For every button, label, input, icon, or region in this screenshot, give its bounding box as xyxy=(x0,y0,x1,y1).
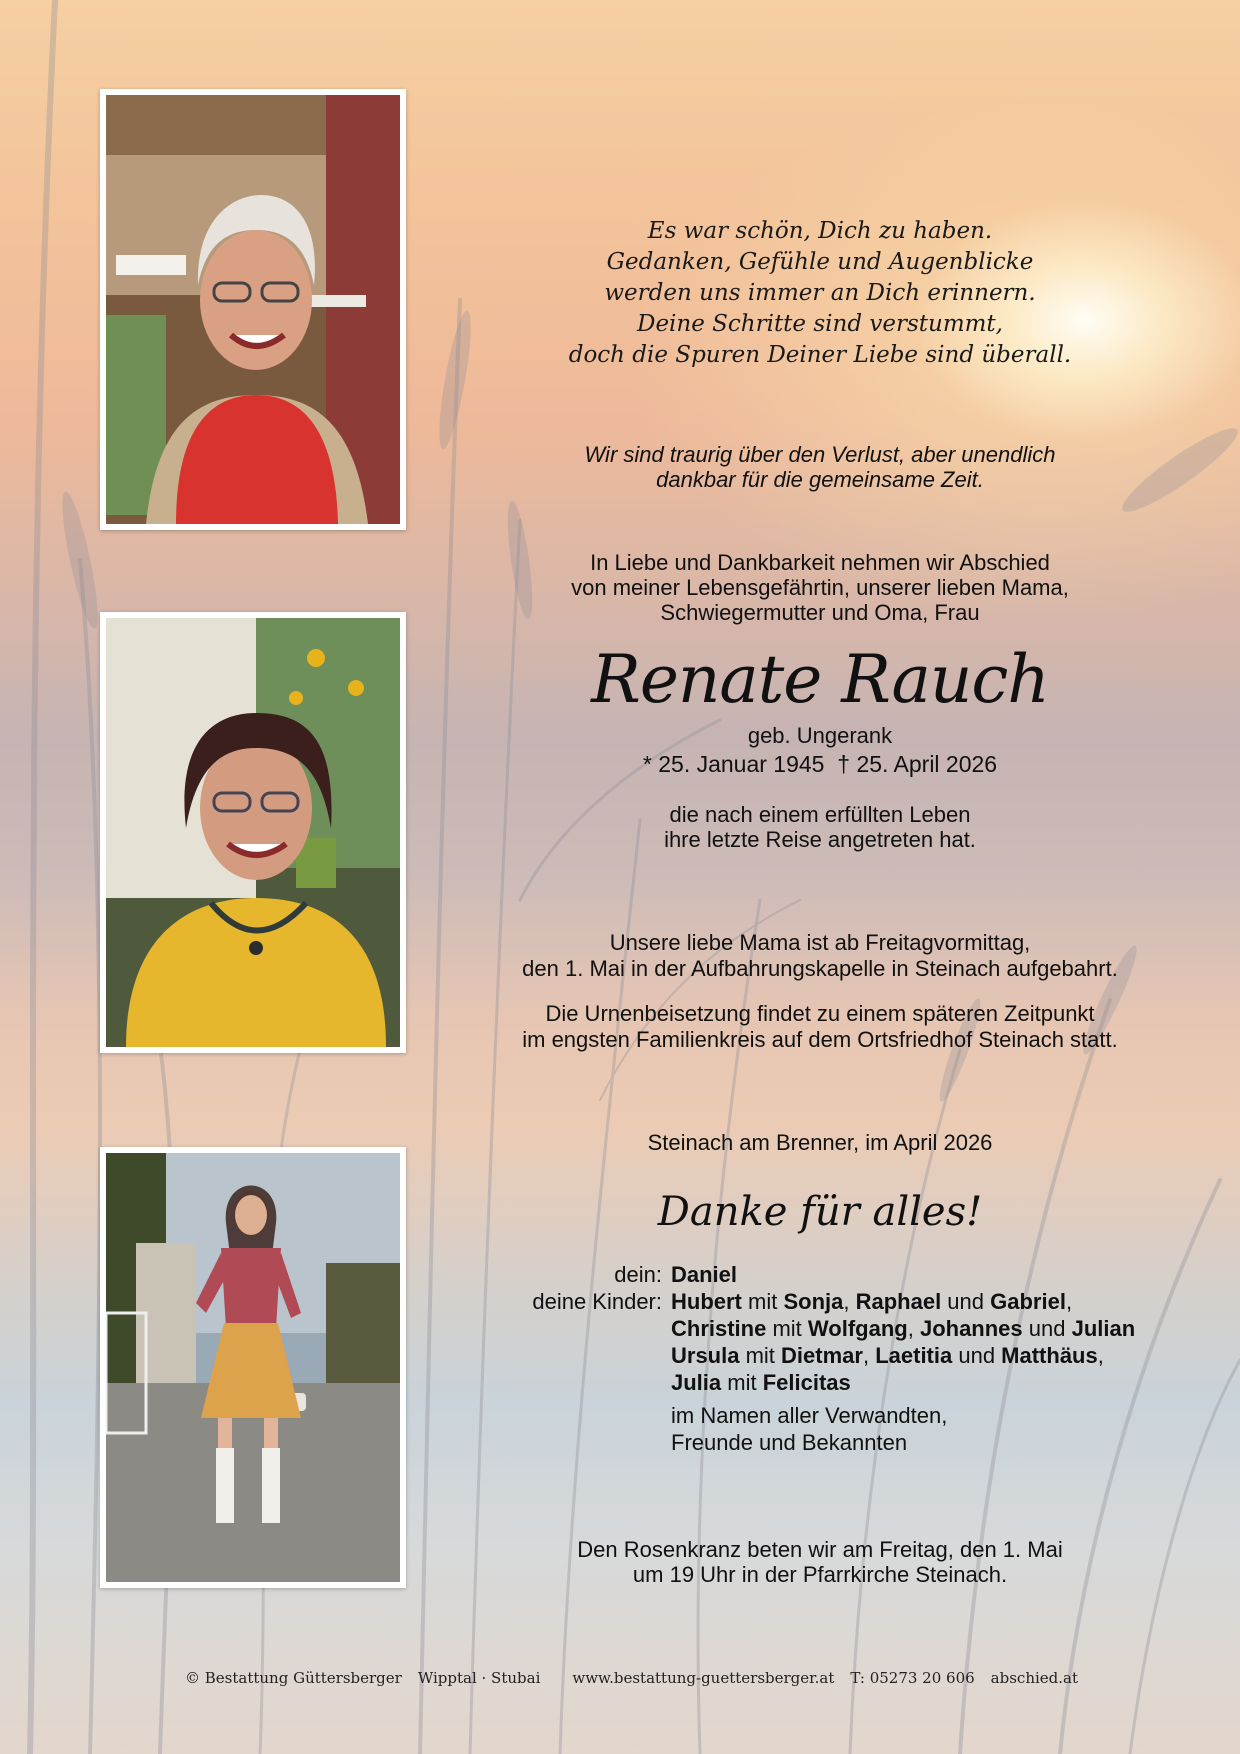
poem-line-5: doch die Spuren Deiner Liebe sind überall. xyxy=(568,342,1072,368)
intro-line-1: In Liebe und Dankbarkeit nehmen wir Abschied xyxy=(590,550,1050,575)
children-names xyxy=(671,1288,1191,1456)
thanks-heading: Danke für alles! xyxy=(657,1189,983,1235)
footer-portal[interactable]: abschied.at xyxy=(990,1669,1078,1687)
poem-line-2: Gedanken, Gefühle und Augenblicke xyxy=(606,249,1034,275)
portrait-photo-2 xyxy=(100,612,406,1053)
child-line-4: Julia mit Felicitas xyxy=(671,1370,851,1395)
poem xyxy=(470,216,1170,371)
life-dates: * 25. Januar 1945 † 25. April 2026 xyxy=(642,751,998,777)
partner-name: Daniel xyxy=(671,1262,738,1287)
journey-text xyxy=(470,802,1170,852)
poem-line-3: werden uns immer an Dich erinnern. xyxy=(604,280,1036,306)
footer xyxy=(185,1665,1078,1691)
intro-line-2: von meiner Lebensgefährtin, unserer lieben Mama, xyxy=(571,575,1069,600)
footer-copyright: © Bestattung Güttersberger xyxy=(185,1669,402,1687)
partner-label: dein: xyxy=(614,1262,662,1287)
others-line-2: Freunde und Bekannten xyxy=(671,1430,908,1455)
viewing-notice xyxy=(470,930,1170,982)
urn-line-2: im engsten Familienkreis auf dem Ortsfriedhof Steinach statt. xyxy=(522,1027,1118,1052)
grief-line-1: Wir sind traurig über den Verlust, aber unendlich xyxy=(584,442,1056,467)
journey-line-1: die nach einem erfüllten Leben xyxy=(669,802,971,827)
portrait-photo-3 xyxy=(100,1147,406,1588)
journey-line-2: ihre letzte Reise angetreten hat. xyxy=(664,827,976,852)
poem-line-4: Deine Schritte sind verstummt, xyxy=(637,311,1003,337)
footer-website[interactable]: www.bestattung-guettersberger.at xyxy=(572,1669,835,1687)
grief-statement xyxy=(470,442,1170,492)
footer-phone: T: 05273 20 606 xyxy=(850,1669,975,1687)
place-date: Steinach am Brenner, im April 2026 xyxy=(647,1130,993,1155)
rosary-notice xyxy=(470,1537,1170,1587)
intro-line-3: Schwiegermutter und Oma, Frau xyxy=(660,600,980,625)
viewing-line-1: Unsere liebe Mama ist ab Freitagvormittag, xyxy=(609,930,1031,955)
urn-line-1: Die Urnenbeisetzung findet zu einem späteren Zeitpunkt xyxy=(545,1001,1095,1026)
urn-notice xyxy=(470,1001,1170,1053)
viewing-line-2: den 1. Mai in der Aufbahrungskapelle in Steinach aufgebahrt. xyxy=(522,956,1118,981)
grief-line-2: dankbar für die gemeinsame Zeit. xyxy=(656,467,984,492)
children-label: deine Kinder: xyxy=(532,1289,662,1314)
rosary-line-1: Den Rosenkranz beten wir am Freitag, den 1. Mai xyxy=(577,1537,1063,1562)
rosary-line-2: um 19 Uhr in der Pfarrkirche Steinach. xyxy=(632,1562,1008,1587)
birth-name: geb. Ungerank xyxy=(747,723,893,748)
portrait-photo-1 xyxy=(100,89,406,530)
child-line-3: Ursula mit Dietmar, Laetitia und Matthäus, xyxy=(671,1343,1104,1368)
poem-line-1: Es war schön, Dich zu haben. xyxy=(647,218,993,244)
child-line-2: Christine mit Wolfgang, Johannes und Julian xyxy=(671,1316,1136,1341)
farewell-intro xyxy=(470,550,1170,625)
others-line-1: im Namen aller Verwandten, xyxy=(671,1403,948,1428)
deceased-name: Renate Rauch xyxy=(591,641,1049,718)
child-line-1: Hubert mit Sonja, Raphael und Gabriel, xyxy=(671,1289,1073,1314)
footer-region: Wipptal · Stubai xyxy=(417,1669,541,1687)
